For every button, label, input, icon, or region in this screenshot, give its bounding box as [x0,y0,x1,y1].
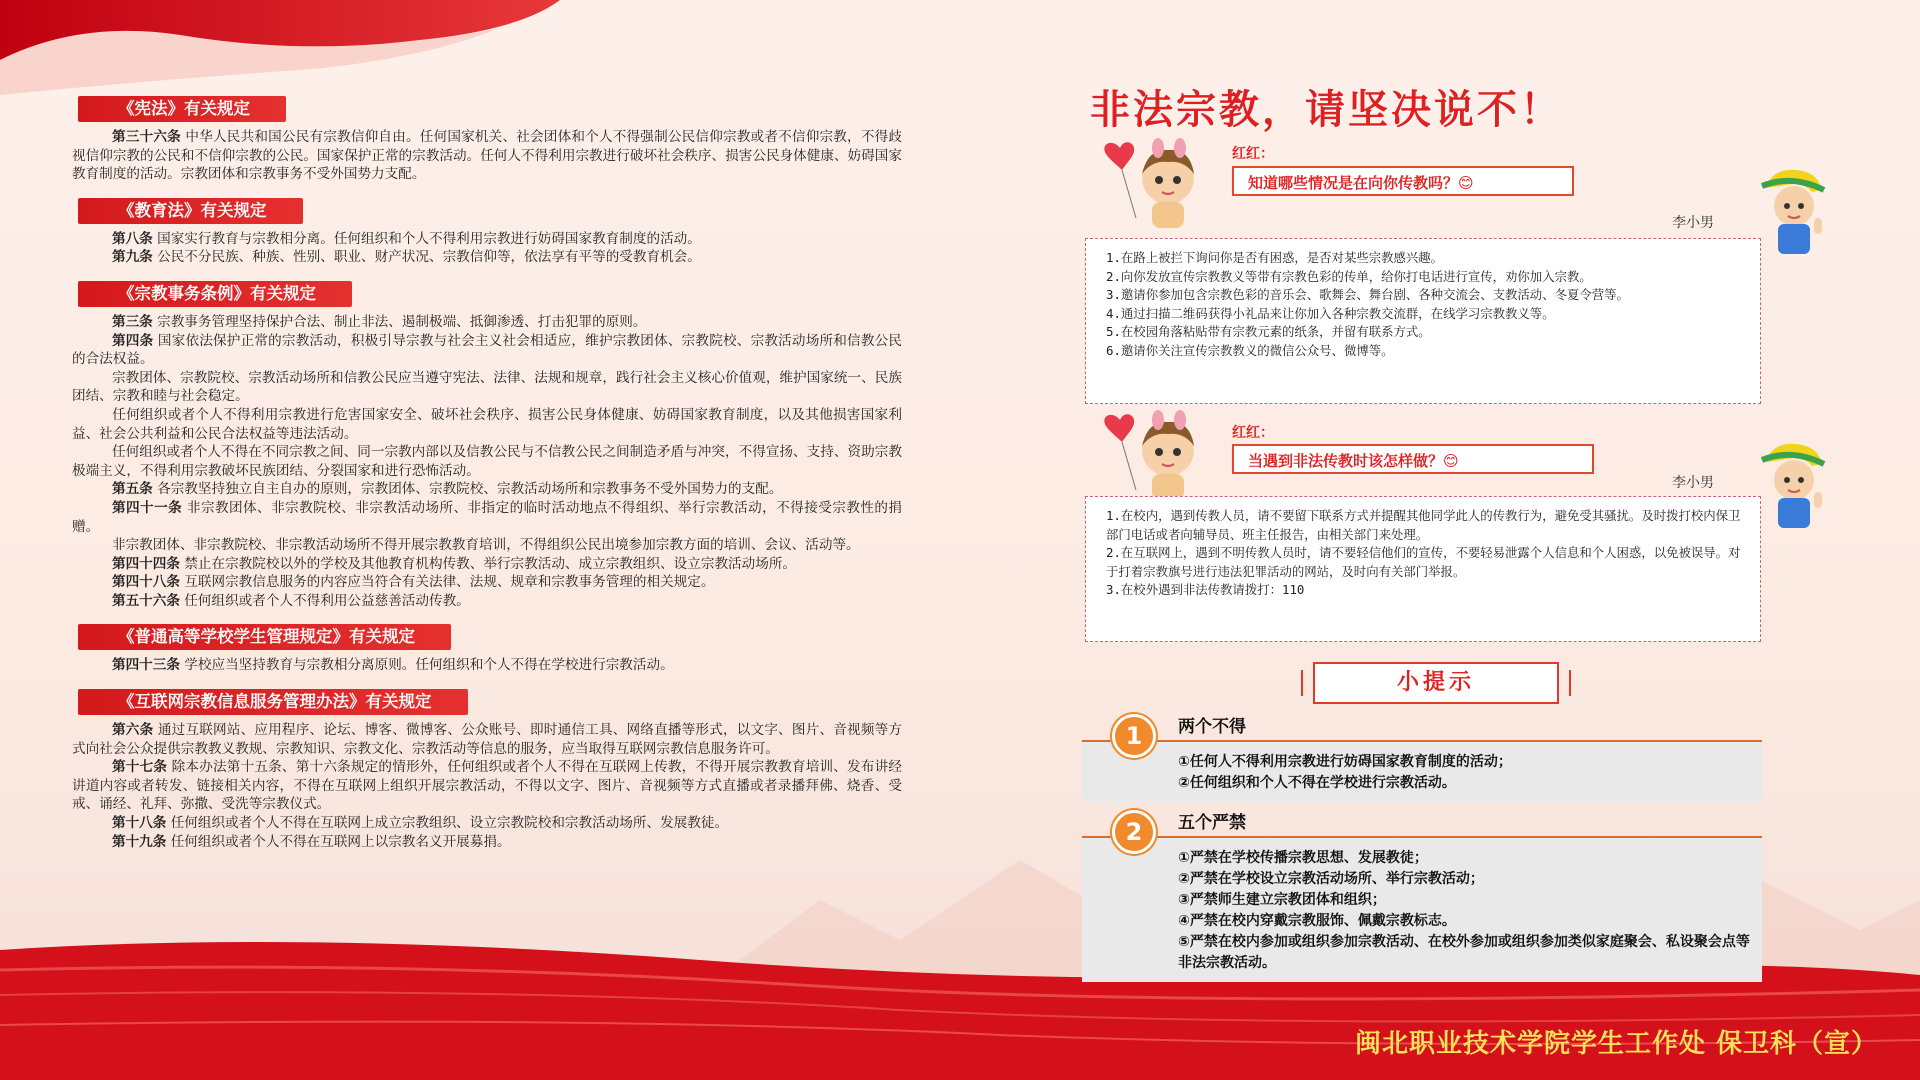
tip-block-2 [1082,806,1762,982]
list-item: 5.在校园角落粘贴带有宗教元素的纸条，并留有联系方式。 [1106,324,1431,340]
article-number: 第六条 [112,722,154,739]
article-number: 第十八条 [112,815,167,832]
article-paragraph [72,313,902,332]
article-number: 第三十六条 [112,129,181,145]
article-text: 国家实行教育与宗教相分离。任何组织和个人不得利用宗教进行妨碍国家教育制度的活动。 [152,230,701,247]
article-text: 通过互联网站、应用程序、论坛、博客、微博客、公众账号、即时通信工具、网络直播等形式，以文字、图片、音视频等方式向社会公众提供宗教教义教规、宗教知识、宗教文化、宗教活动等信息的服务，应当取得互联网宗教信息服务许可。 [72,722,902,757]
question-box-1: 知道哪些情况是在向你传教吗？😊 [1232,166,1574,196]
boy-character-icon [1752,164,1832,256]
article-number: 第三条 [112,313,153,330]
article-paragraph [72,406,902,443]
law-section [72,689,902,851]
tip-body-2 [1082,838,1762,982]
girl-character-icon [1098,410,1208,502]
section-title: 《宗教事务条例》有关规定 [78,281,352,307]
number-badge-2: 2 [1112,810,1156,854]
answer-box-1 [1085,238,1761,404]
number-badge-1: 1 [1112,714,1156,758]
article-number: 第十七条 [112,759,168,776]
article-text: 任何组织或者个人不得利用公益慈善活动传教。 [179,592,470,609]
list-item: 6.邀请你关注宣传宗教教义的微信公众号、微博等。 [1106,342,1394,358]
question-box-2: 当遇到非法传教时该怎样做？😊 [1232,444,1594,474]
girl-character-icon [1098,138,1208,230]
article-text: 宗教事务管理坚持保护合法、制止非法、遏制极端、抵御渗透、打击犯罪的原则。 [152,313,647,330]
article-text: 国家依法保护正常的宗教活动，积极引导宗教与社会主义社会相适应，维护宗教团体、宗教院校、宗教活动场所和信教公民的合法权益。 [72,332,902,368]
article-paragraph [72,833,902,852]
article-paragraph [72,230,902,249]
list-item: 3.邀请你参加包含宗教色彩的音乐会、歌舞会、舞台剧、各种交流会、支教活动、冬夏令营等。 [1106,287,1629,303]
speaker-lixiaonan-1: 李小男 [1672,215,1714,231]
article-text: 任何组织或者个人不得在互联网上成立宗教组织、设立宗教院校和宗教活动场所、发展教徒。 [166,815,729,832]
law-section [72,281,902,611]
list-item: 1.在校内，遇到传教人员，请不要留下联系方式并提醒其他同学此人的传教行为，避免受其骚扰。及时拨打校内保卫部门电话或者向辅导员、班主任报告，由相关部门来处理。 [1106,508,1741,542]
tip-label-1: 两个不得 [1178,717,1246,737]
list-item: ⑤严禁在校内参加或组织参加宗教活动、在校外参加或组织参加类似家庭聚会、私设聚会点等非法宗教活动。 [1178,934,1750,971]
article-text: 学校应当坚持教育与宗教相分离原则。任何组织和个人不得在学校进行宗教活动。 [179,657,674,674]
list-item: 4.通过扫描二维码获得小礼品来让你加入各种宗教交流群，在线学习宗教教义等。 [1106,305,1555,321]
page-title: 非法宗教，请坚决说不！ [1090,87,1563,133]
tip-head-2 [1082,806,1762,846]
tip-label-2: 五个严禁 [1178,813,1246,833]
list-item: ③严禁师生建立宗教团体和组织； [1178,892,1386,908]
speaker-lixiaonan-2: 李小男 [1672,475,1714,491]
article-text: 任何组织或者个人不得利用宗教进行危害国家安全、破坏社会秩序、损害公民身体健康、妨碍国家教育制度，以及其他损害国家利益、社会公共利益和公民合法权益等违法活动。 [72,406,902,442]
tip-block-1 [1082,710,1762,802]
article-paragraph [72,443,902,480]
article-paragraph [72,332,902,369]
article-paragraph [72,128,902,184]
article-text: 各宗教坚持独立自主自办的原则，宗教团体、宗教院校、宗教活动场所和宗教事务不受外国势力的支配。 [152,481,783,498]
tip-head-1 [1082,710,1762,750]
list-item: 2.在互联网上，遇到不明传教人员时，请不要轻信他们的宣传，不要轻易泄露个人信息和个人困惑，以免被误导。对于打着宗教旗号进行违法犯罪活动的网站，及时向有关部门举报。 [1106,545,1741,579]
section-title: 《普通高等学校学生管理规定》有关规定 [78,624,451,650]
list-item: ①严禁在学校传播宗教思想、发展教徒； [1178,850,1428,866]
left-column [72,96,902,865]
law-section [72,624,902,675]
boy-character-icon [1752,438,1832,530]
article-text: 非宗教团体、非宗教院校、非宗教活动场所、非指定的临时活动地点不得组织、举行宗教活动，不得接受宗教性的捐赠。 [72,499,902,535]
article-paragraph [72,592,902,611]
footer-credit: 闽北职业技术学院学生工作处 保卫科（宣） [1354,1029,1878,1059]
tips-title: 小提示 [1313,662,1559,704]
speaker-honghong-2: 红红： [1232,425,1274,441]
section-title: 《宪法》有关规定 [78,96,286,122]
list-item: ①任何人不得利用宗教进行妨碍国家教育制度的活动； [1178,754,1512,770]
article-number: 第八条 [112,230,153,247]
article-paragraph [72,656,902,675]
article-text: 宗教团体、宗教院校、宗教活动场所和信教公民应当遵守宪法、法律、法规和规章，践行社会主义核心价值观，维护国家统一、民族团结、宗教和睦与社会稳定。 [72,369,902,405]
article-number: 第四十八条 [112,574,180,591]
article-number: 第五十六条 [112,592,180,609]
article-paragraph [72,369,902,406]
article-text: 任何组织或者个人不得在不同宗教之间、同一宗教内部以及信教公民与不信教公民之间制造矛盾与冲突，不得宣扬、支持、资助宗教极端主义，不得利用宗教破坏民族团结、分裂国家和进行恐怖活动。 [72,444,902,479]
article-text: 非宗教团体、非宗教院校、非宗教活动场所不得开展宗教教育培训，不得组织公民出境参加宗教方面的培训、会议、活动等。 [112,537,860,554]
article-number: 第四十四条 [112,555,180,572]
article-paragraph [72,758,902,814]
law-section [72,96,902,184]
article-number: 第四条 [112,332,154,349]
article-text: 中华人民共和国公民有宗教信仰自由。任何国家机关、社会团体和个人不得强制公民信仰宗教或者不信仰宗教，不得歧视信仰宗教的公民和不信仰宗教的公民。国家保护正常的宗教活动。任何人不得利用宗教进行破坏社会秩序、损害公民身体健康、妨碍国家教育制度的活动。宗教团体和宗教事务不受外国势力支配。 [72,129,902,183]
tip-body-1 [1082,742,1762,802]
article-text: 公民不分民族、种族、性别、职业、财产状况、宗教信仰等，依法享有平等的受教育机会。 [152,249,701,266]
article-text: 任何组织或者个人不得在互联网上以宗教名义开展募捐。 [166,833,511,850]
section-title: 《互联网宗教信息服务管理办法》有关规定 [78,689,468,715]
law-section [72,198,902,267]
article-number: 第五条 [112,481,153,498]
article-text: 互联网宗教信息服务的内容应当符合有关法律、法规、规章和宗教事务管理的相关规定。 [179,574,715,591]
article-number: 第四十一条 [112,499,183,516]
section-title: 《教育法》有关规定 [78,198,303,224]
article-paragraph [72,248,902,267]
article-number: 第九条 [112,249,153,266]
list-item: 1.在路上被拦下询问你是否有困惑，是否对某些宗教感兴趣。 [1106,250,1444,265]
article-number: 第四十三条 [112,657,180,674]
list-item: ②任何组织和个人不得在学校进行宗教活动。 [1178,775,1456,791]
article-paragraph [72,814,902,833]
article-paragraph [72,573,902,592]
answer-box-2 [1085,496,1761,642]
list-item: 2.向你发放宣传宗教教义等带有宗教色彩的传单，给你打电话进行宣传，劝你加入宗教。 [1106,268,1592,284]
article-paragraph [72,499,902,536]
article-text: 禁止在宗教院校以外的学校及其他教育机构传教、举行宗教活动、成立宗教组织、设立宗教活动场所。 [179,555,797,572]
article-paragraph [72,721,902,758]
article-number: 第十九条 [112,833,167,850]
list-item: ②严禁在学校设立宗教活动场所、举行宗教活动； [1178,871,1484,887]
article-paragraph [72,480,902,499]
article-text: 除本办法第十五条、第十六条规定的情形外，任何组织或者个人不得在互联网上传教，不得开展宗教教育培训、发布讲经讲道内容或者转发、链接相关内容，不得在互联网上组织开展宗教活动，不得以文字、图片、音视频等方式直播或者录播拜佛、烧香、受戒、诵经、礼拜、弥撒、受洗等宗教仪式。 [72,759,902,813]
list-item: ④严禁在校内穿戴宗教服饰、佩戴宗教标志。 [1178,913,1456,929]
article-paragraph [72,536,902,555]
article-paragraph [72,555,902,574]
speaker-honghong-1: 红红： [1232,146,1274,162]
list-item: 3.在校外遇到非法传教请拨打：110 [1106,582,1305,598]
